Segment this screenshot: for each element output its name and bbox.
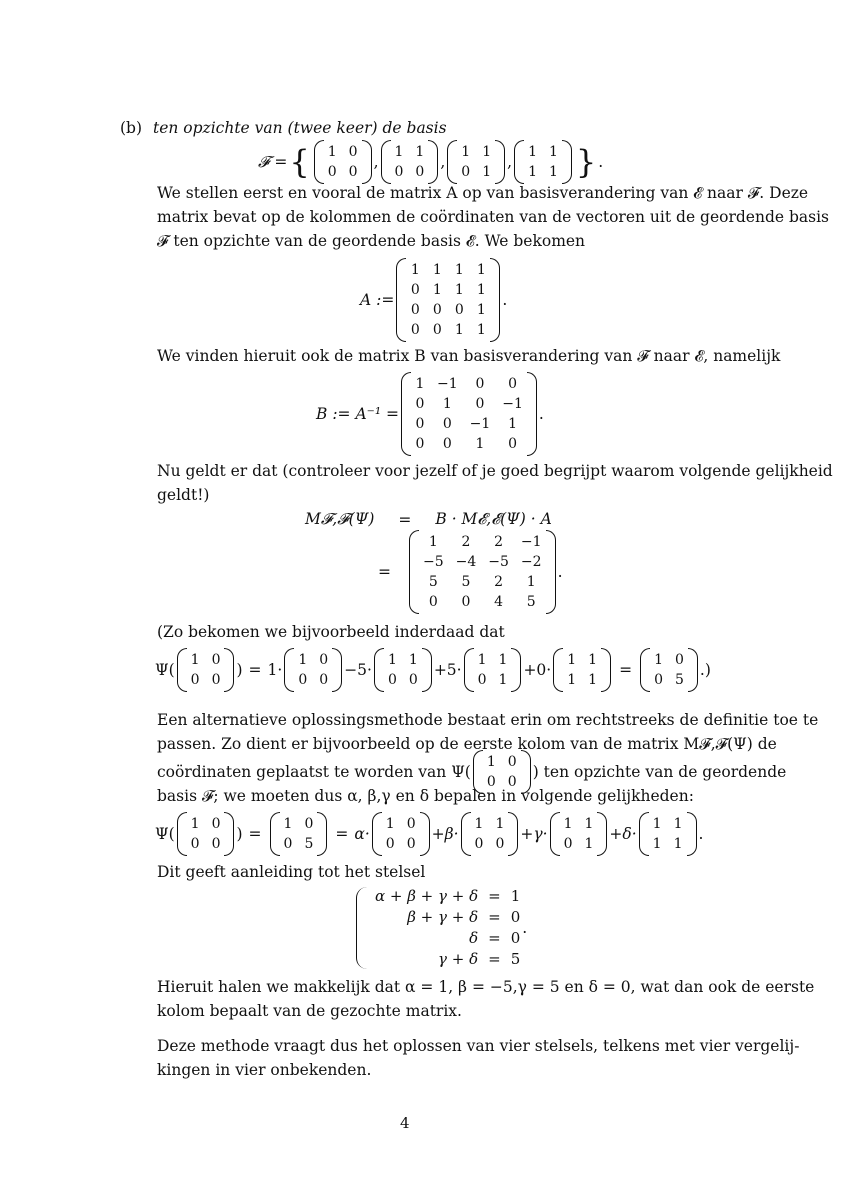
matrix-cell: 1 — [476, 282, 486, 298]
para1-line1: We stellen eerst en vooral de matrix A op van basisverandering van 𝓔 naar 𝓕. Deze — [157, 184, 809, 202]
greek-matrix — [372, 812, 430, 856]
system-eq: = — [488, 887, 501, 905]
equation-text: +δ· — [609, 825, 637, 843]
linear-system: α + β + γ + δ = 1 β + γ + δ = 0 δ = 0 γ + δ = 5 . — [356, 886, 527, 970]
matrix-cell: 0 — [432, 302, 442, 318]
basis-matrix-1: 1 0 0 0 — [314, 140, 372, 184]
greek-equation — [155, 812, 703, 856]
para8-line2: kingen in vier onbekenden. — [157, 1061, 372, 1079]
equation-text: ) — [236, 661, 243, 679]
matrix-cell: 0 — [385, 836, 395, 852]
matrix-a-lhs: A := — [360, 291, 395, 309]
equation-text: . — [698, 825, 704, 843]
matrix-cell: 1 — [588, 672, 598, 688]
equation-text: Ψ( — [155, 825, 175, 843]
matrix-cell: 5 — [304, 836, 314, 852]
para4: (Zo bekomen we bijvoorbeeld inderdaad dat — [157, 623, 505, 641]
matrix-cell: 1 — [673, 816, 683, 832]
basis-matrix-2: 1 1 0 0 — [381, 140, 439, 184]
matrix-mff — [409, 530, 556, 614]
matrix-cell: 0 — [508, 376, 518, 392]
system-rhs: 5 — [510, 950, 521, 968]
matrix-cell: −1 — [520, 534, 542, 550]
para5-line3: coördinaten geplaatst te worden van Ψ( 1 0 0 0 ) ten opzichte van de geordende — [157, 750, 786, 794]
equation-text: +5· — [433, 661, 462, 679]
system-eq: = — [488, 950, 501, 968]
matrix-b-equation: B := A⁻¹ = 1 −1 0 0 0 1 0 −1 0 0 −1 1 0 0 1 0 . — [316, 372, 544, 456]
matrix-cell: 0 — [319, 652, 329, 668]
matrix-cell: 0 — [211, 836, 221, 852]
matrix-cell: 0 — [474, 836, 484, 852]
matrix-cell: −4 — [455, 554, 477, 570]
para3-line1: Nu geldt er dat (controleer voor jezelf of je goed begrijpt waarom volgende gelijkheid — [157, 462, 833, 480]
matrix-cell: 0 — [304, 816, 314, 832]
matrix-cell: 1 — [454, 282, 464, 298]
matrix-cell: 1 — [415, 376, 425, 392]
matrix-cell: 1 — [495, 816, 505, 832]
system-eq: = — [488, 908, 501, 926]
matrix-cell: 0 — [190, 672, 200, 688]
matrix-cell: 0 — [211, 672, 221, 688]
matrix-cell: 1 — [432, 282, 442, 298]
matrix-cell: −5 — [488, 554, 509, 570]
example-matrix — [553, 648, 611, 692]
equation-text: .) — [699, 661, 711, 679]
greek-matrix — [550, 812, 608, 856]
matrix-cell: 1 — [432, 262, 442, 278]
matrix-cell: 5 — [674, 672, 684, 688]
example-matrix — [464, 648, 522, 692]
matrix-cell: 1 — [654, 652, 663, 668]
part-label: (b) — [120, 119, 143, 137]
matrix-cell: 0 — [283, 836, 293, 852]
matrix-cell: 1 — [476, 302, 486, 318]
matrix-cell: 0 — [475, 376, 485, 392]
matrix-cell: 5 — [526, 594, 536, 610]
matrix-cell: −2 — [520, 554, 542, 570]
matrix-cell: 0 — [387, 672, 397, 688]
set-open-brace: { — [289, 143, 310, 181]
equation-text: Ψ( — [155, 661, 175, 679]
matrix-cell: 0 — [415, 396, 425, 412]
matrix-cell: 0 — [563, 836, 573, 852]
equation-text: −5· — [344, 661, 372, 679]
matrix-cell: 0 — [475, 396, 485, 412]
equation-text: = — [248, 661, 262, 679]
equation-text: = — [619, 661, 633, 679]
para8-line1: Deze methode vraagt dus het oplossen van vier stelsels, telkens met vier vergelij- — [157, 1037, 800, 1055]
para7-line2: kolom bepaalt van de gezochte matrix. — [157, 1002, 462, 1020]
matrix-cell: 0 — [442, 436, 452, 452]
set-close-brace: } — [575, 143, 597, 181]
matrix-cell: 1 — [508, 416, 518, 432]
matrix-b-lhs: B := A⁻¹ = — [316, 405, 399, 423]
matrix-cell: 1 — [454, 322, 464, 338]
matrix-cell: −1 — [502, 396, 523, 412]
equation-text: +0· — [523, 661, 552, 679]
para5-line5: basis 𝓕; we moeten dus α, β,γ en δ bepalen in volgende gelijkheden: — [157, 787, 694, 805]
matrix-cell: 4 — [494, 594, 504, 610]
matrix-b — [401, 372, 537, 456]
matrix-cell: 1 — [385, 816, 395, 832]
system-lhs: δ — [469, 929, 479, 947]
example-equation — [155, 648, 711, 692]
matrix-cell: 0 — [406, 836, 416, 852]
system-brace — [356, 887, 367, 969]
matrix-cell: 1 — [563, 816, 573, 832]
matrix-cell: 0 — [508, 436, 518, 452]
matrix-cell: 0 — [406, 816, 416, 832]
matrix-cell: 1 — [567, 672, 577, 688]
matrix-a — [396, 258, 500, 342]
matrix-cell: 2 — [494, 534, 504, 550]
matrix-cell: 2 — [494, 574, 504, 590]
matrix-cell: 1 — [476, 322, 486, 338]
matrix-cell: 0 — [428, 594, 438, 610]
matrix-cell: 1 — [498, 652, 508, 668]
basis-f-lhs: 𝓕 = — [258, 152, 288, 171]
matrix-cell: 0 — [477, 672, 487, 688]
para5-line1: Een alternatieve oplossingsmethode bestaat erin om rechtstreeks de definitie toe te — [157, 711, 819, 729]
equation-text: +γ· — [520, 825, 548, 843]
matrix-cell: 0 — [495, 836, 505, 852]
matrix-cell: 1 — [584, 836, 594, 852]
para6: Dit geeft aanleiding tot het stelsel — [157, 863, 426, 881]
matrix-cell: 1 — [190, 652, 200, 668]
matrix-cell: 1 — [652, 816, 662, 832]
matrix-cell: 1 — [410, 262, 420, 278]
para5-line2: passen. Zo dient er bijvoorbeeld op de eerste kolom van de matrix M𝓕,𝓕(Ψ) de — [157, 735, 777, 753]
matrix-cell: 0 — [410, 302, 420, 318]
matrix-cell: 1 — [652, 836, 662, 852]
mff-line2: = 1 2 2 −1 −5 −4 −5 −2 5 5 2 1 0 0 4 5 . — [378, 530, 563, 614]
equation-text: α· — [354, 825, 370, 843]
matrix-cell: 1 — [454, 262, 464, 278]
greek-matrix — [639, 812, 697, 856]
para3-line2: geldt!) — [157, 486, 210, 504]
basis-f-equation: 𝓕 = { 1 0 0 0 , 1 1 0 0 , 1 1 0 1 , 1 1 1 1 } . — [258, 140, 603, 184]
matrix-cell: 0 — [190, 836, 200, 852]
matrix-cell: 0 — [654, 672, 663, 688]
matrix-cell: 5 — [428, 574, 438, 590]
matrix-cell: 0 — [454, 302, 464, 318]
matrix-cell: 0 — [408, 672, 418, 688]
system-lhs: α + β + γ + δ — [375, 887, 479, 905]
matrix-cell: 1 — [673, 836, 683, 852]
matrix-cell: −1 — [469, 416, 491, 432]
inline-matrix: 1 0 0 0 — [473, 750, 531, 794]
part-heading — [120, 118, 447, 138]
greek-matrix — [270, 812, 328, 856]
matrix-cell: 1 — [477, 652, 487, 668]
matrix-cell: 0 — [410, 282, 420, 298]
matrix-cell: 0 — [298, 672, 308, 688]
equation-text: +β· — [431, 825, 459, 843]
matrix-cell: 0 — [410, 322, 420, 338]
matrix-cell: 5 — [461, 574, 471, 590]
page-number: 4 — [400, 1114, 410, 1132]
equation-text: ) — [236, 825, 243, 843]
matrix-cell: 0 — [211, 816, 221, 832]
para7-line1: Hieruit halen we makkelijk dat α = 1, β = −5,γ = 5 en δ = 0, wat dan ook de eerste — [157, 978, 815, 996]
system-rhs: 0 — [510, 908, 521, 926]
matrix-cell: 1 — [442, 396, 452, 412]
para2: We vinden hieruit ook de matrix B van basisverandering van 𝓕 naar 𝓔, namelijk — [157, 347, 781, 365]
example-matrix — [284, 648, 342, 692]
matrix-cell: 2 — [461, 534, 471, 550]
system-rhs: 1 — [510, 887, 521, 905]
mff-lhs: M𝓕,𝓕(Ψ) — [305, 510, 375, 528]
system-eq: = — [488, 929, 501, 947]
matrix-cell: 0 — [442, 416, 452, 432]
example-matrix — [640, 648, 698, 692]
matrix-cell: 1 — [298, 652, 308, 668]
equation-text: = — [248, 825, 262, 843]
equation-text: 1· — [267, 661, 283, 679]
matrix-cell: 0 — [211, 652, 221, 668]
system-lhs: γ + δ — [438, 950, 479, 968]
greek-matrix — [177, 812, 235, 856]
matrix-cell: −5 — [423, 554, 444, 570]
matrix-cell: 0 — [674, 652, 684, 668]
matrix-a-equation: A := 1 1 1 1 0 1 1 1 0 0 0 1 0 0 1 1 . — [360, 258, 507, 342]
matrix-cell: 1 — [567, 652, 577, 668]
matrix-cell: −1 — [436, 376, 458, 392]
matrix-cell: 1 — [498, 672, 508, 688]
matrix-cell: 0 — [415, 436, 425, 452]
basis-matrix-3: 1 1 0 1 — [447, 140, 505, 184]
mff-rhs: B · M𝓔,𝓔(Ψ) · A — [435, 510, 552, 528]
example-matrix — [177, 648, 235, 692]
part-title: ten opzichte van (twee keer) de basis — [152, 119, 447, 137]
matrix-cell: 1 — [190, 816, 200, 832]
greek-matrix — [461, 812, 519, 856]
matrix-cell: 1 — [387, 652, 397, 668]
matrix-cell: 1 — [283, 816, 293, 832]
matrix-cell: 1 — [584, 816, 594, 832]
matrix-cell: 1 — [474, 816, 484, 832]
mff-line1: M𝓕,𝓕(Ψ) = B · M𝓔,𝓔(Ψ) · A — [305, 510, 552, 529]
para1-line3: 𝓕 ten opzichte van de geordende basis 𝓔. We bekomen — [157, 232, 586, 250]
matrix-cell: 0 — [461, 594, 471, 610]
system-rhs: 0 — [510, 929, 521, 947]
matrix-cell: 1 — [476, 262, 486, 278]
equation-text: = — [335, 825, 349, 843]
matrix-cell: 1 — [408, 652, 418, 668]
matrix-cell: 0 — [432, 322, 442, 338]
matrix-cell: 0 — [319, 672, 329, 688]
basis-matrix-4: 1 1 1 1 — [514, 140, 572, 184]
matrix-cell: 1 — [475, 436, 485, 452]
para1-line2: matrix bevat op de kolommen de coördinaten van de vectoren uit de geordende basis — [157, 208, 830, 226]
matrix-cell: 1 — [428, 534, 438, 550]
system-lhs: β + γ + δ — [407, 908, 479, 926]
matrix-cell: 1 — [526, 574, 536, 590]
matrix-cell: 0 — [415, 416, 425, 432]
example-matrix — [374, 648, 432, 692]
matrix-cell: 1 — [588, 652, 598, 668]
